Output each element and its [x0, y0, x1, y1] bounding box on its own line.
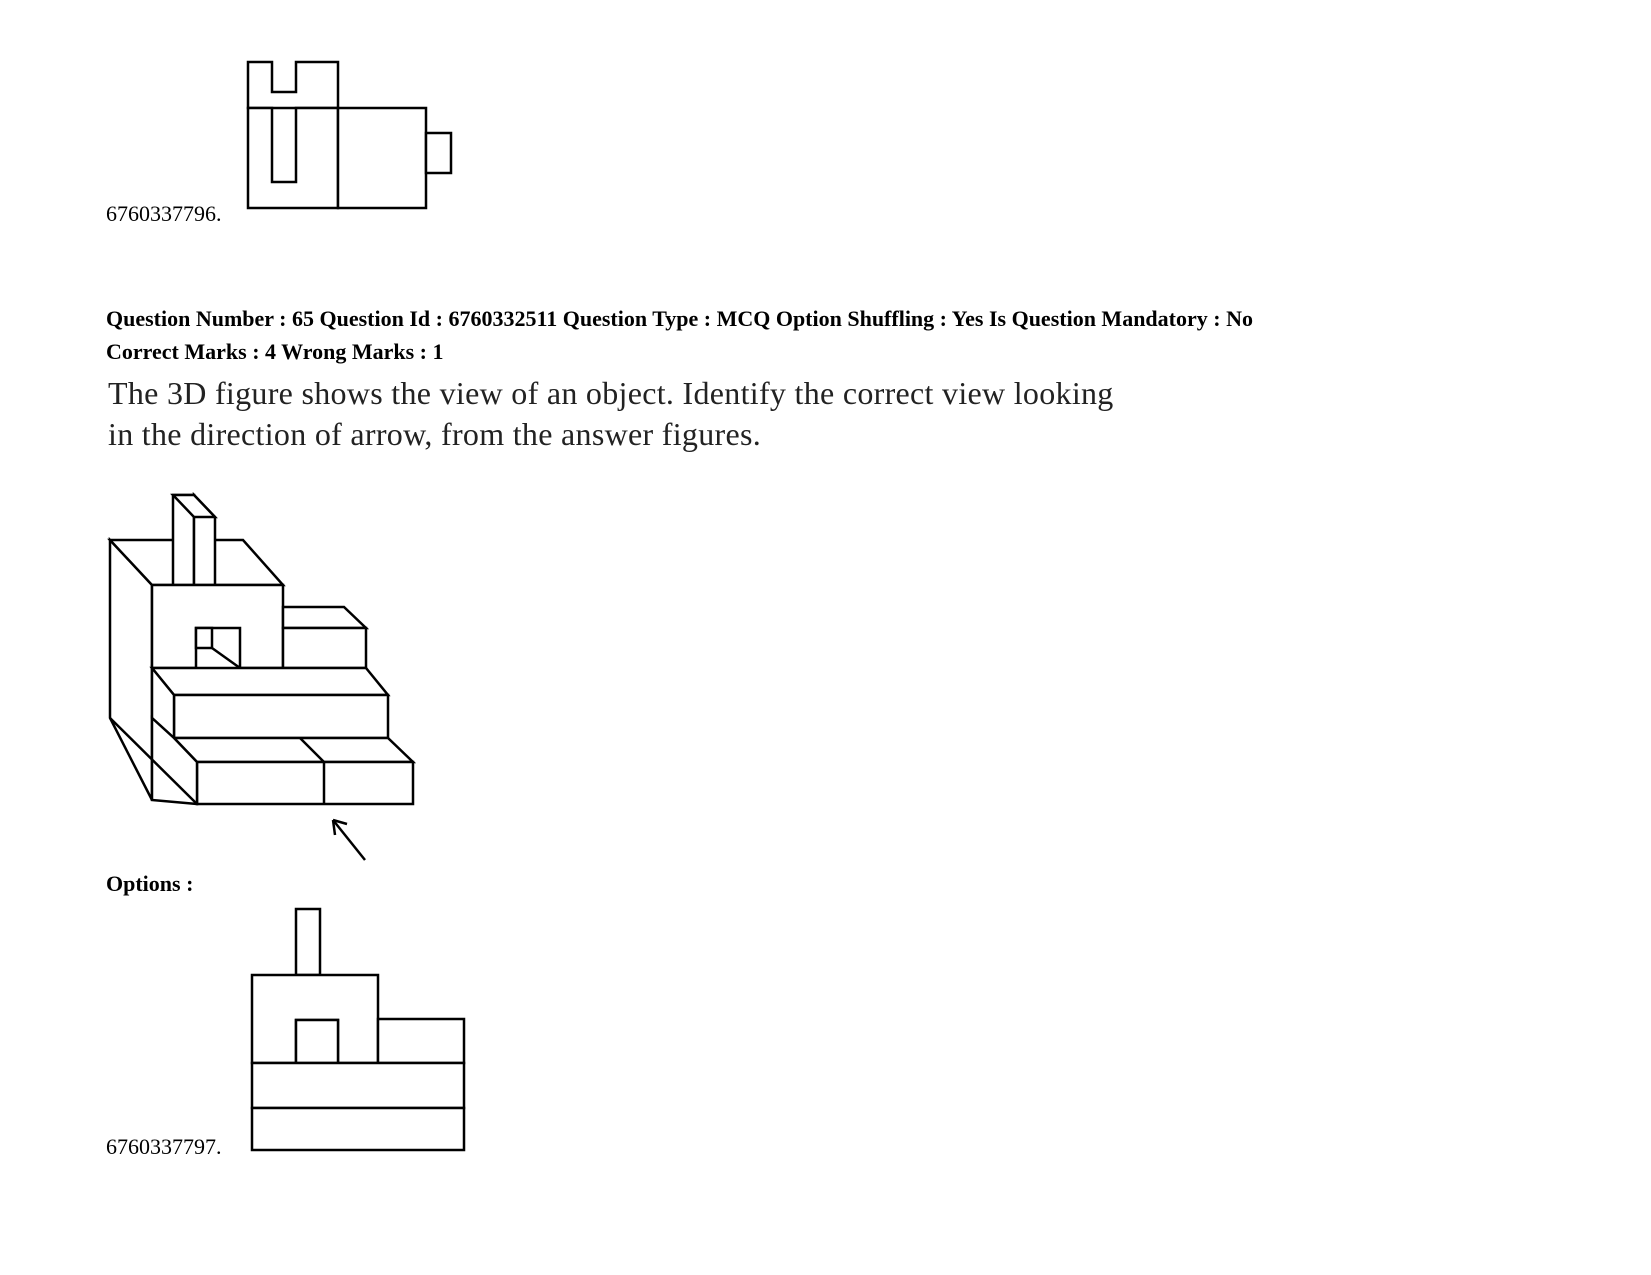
options-heading: Options :	[106, 871, 194, 896]
question-3d-figure	[0, 0, 420, 870]
previous-option-id: 6760337796.	[106, 201, 222, 226]
question-text-line-2: in the direction of arrow, from the answer figures.	[108, 416, 762, 452]
question-text-line-1: The 3D figure shows the view of an object. Identify the correct view looking	[108, 375, 1114, 411]
option-1-id: 6760337797.	[106, 1134, 222, 1159]
option-1-figure[interactable]	[248, 905, 473, 1150]
question-meta-line-2: Correct Marks : 4 Wrong Marks : 1	[106, 339, 444, 364]
question-meta-line-1: Question Number : 65 Question Id : 6760332511 Question Type : MCQ Option Shuffling : Yes Is Question Mandatory : No	[106, 306, 1253, 331]
direction-arrow-icon	[325, 810, 375, 865]
